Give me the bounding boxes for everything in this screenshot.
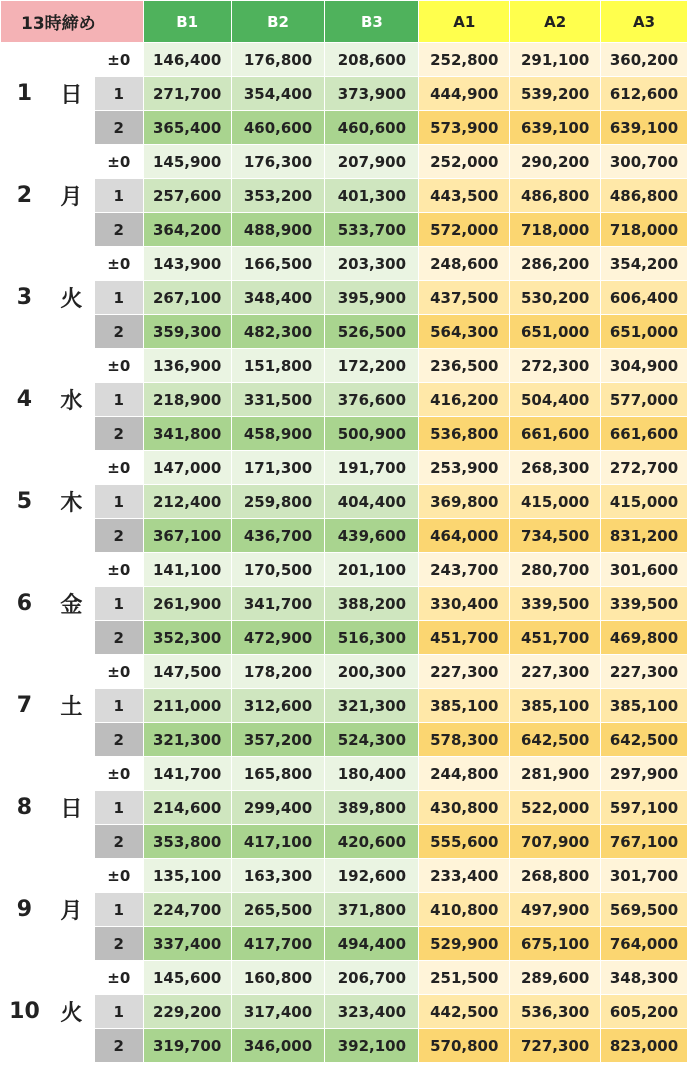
value-cell-b2: 317,400 bbox=[231, 995, 325, 1029]
value-cell-a1: 570,800 bbox=[419, 1029, 510, 1063]
value-cell-a3: 486,800 bbox=[601, 179, 688, 213]
value-cell-b2: 346,000 bbox=[231, 1029, 325, 1063]
value-cell-a2: 268,800 bbox=[510, 859, 601, 893]
value-cell-b3: 404,400 bbox=[325, 485, 419, 519]
value-cell-a1: 243,700 bbox=[419, 553, 510, 587]
level-cell: ±0 bbox=[94, 451, 143, 485]
value-cell-a3: 301,700 bbox=[601, 859, 688, 893]
value-cell-a3: 297,900 bbox=[601, 757, 688, 791]
value-cell-a3: 469,800 bbox=[601, 621, 688, 655]
value-cell-a2: 280,700 bbox=[510, 553, 601, 587]
value-cell-b2: 354,400 bbox=[231, 77, 325, 111]
value-cell-a1: 451,700 bbox=[419, 621, 510, 655]
value-cell-b3: 420,600 bbox=[325, 825, 419, 859]
value-cell-a3: 606,400 bbox=[601, 281, 688, 315]
value-cell-a2: 734,500 bbox=[510, 519, 601, 553]
value-cell-b3: 200,300 bbox=[325, 655, 419, 689]
value-cell-b1: 224,700 bbox=[143, 893, 231, 927]
value-cell-a3: 304,900 bbox=[601, 349, 688, 383]
value-cell-a3: 301,600 bbox=[601, 553, 688, 587]
table-row bbox=[1, 111, 688, 145]
value-cell-b3: 376,600 bbox=[325, 383, 419, 417]
value-cell-a2: 451,700 bbox=[510, 621, 601, 655]
value-cell-a2: 497,900 bbox=[510, 893, 601, 927]
col-header-b1: B1 bbox=[143, 1, 231, 43]
day-number: 7 bbox=[1, 655, 49, 757]
value-cell-a2: 661,600 bbox=[510, 417, 601, 451]
value-cell-a2: 707,900 bbox=[510, 825, 601, 859]
day-weekday: 土 bbox=[48, 655, 94, 757]
day-weekday: 金 bbox=[48, 553, 94, 655]
value-cell-a1: 572,000 bbox=[419, 213, 510, 247]
value-cell-a3: 227,300 bbox=[601, 655, 688, 689]
day-weekday: 日 bbox=[48, 757, 94, 859]
value-cell-a3: 577,000 bbox=[601, 383, 688, 417]
table-row bbox=[1, 247, 688, 281]
value-cell-b1: 365,400 bbox=[143, 111, 231, 145]
value-cell-b1: 145,600 bbox=[143, 961, 231, 995]
value-cell-b3: 524,300 bbox=[325, 723, 419, 757]
col-header-a1: A1 bbox=[419, 1, 510, 43]
level-cell: 2 bbox=[94, 213, 143, 247]
table-row bbox=[1, 383, 688, 417]
value-cell-b1: 214,600 bbox=[143, 791, 231, 825]
value-cell-a1: 573,900 bbox=[419, 111, 510, 145]
value-cell-a2: 504,400 bbox=[510, 383, 601, 417]
value-cell-b3: 526,500 bbox=[325, 315, 419, 349]
table-row bbox=[1, 825, 688, 859]
value-cell-b1: 229,200 bbox=[143, 995, 231, 1029]
value-cell-a2: 272,300 bbox=[510, 349, 601, 383]
day-weekday: 木 bbox=[48, 451, 94, 553]
level-cell: 2 bbox=[94, 927, 143, 961]
value-cell-b1: 145,900 bbox=[143, 145, 231, 179]
value-cell-a1: 416,200 bbox=[419, 383, 510, 417]
value-cell-a2: 289,600 bbox=[510, 961, 601, 995]
value-cell-a1: 555,600 bbox=[419, 825, 510, 859]
value-cell-b1: 141,700 bbox=[143, 757, 231, 791]
value-cell-b2: 299,400 bbox=[231, 791, 325, 825]
level-cell: 2 bbox=[94, 621, 143, 655]
value-cell-b2: 417,700 bbox=[231, 927, 325, 961]
level-cell: 2 bbox=[94, 315, 143, 349]
value-cell-a1: 410,800 bbox=[419, 893, 510, 927]
value-cell-b1: 267,100 bbox=[143, 281, 231, 315]
level-cell: ±0 bbox=[94, 655, 143, 689]
value-cell-a2: 539,200 bbox=[510, 77, 601, 111]
value-cell-b3: 389,800 bbox=[325, 791, 419, 825]
value-cell-b1: 337,400 bbox=[143, 927, 231, 961]
level-cell: ±0 bbox=[94, 961, 143, 995]
value-cell-b1: 136,900 bbox=[143, 349, 231, 383]
day-number: 2 bbox=[1, 145, 49, 247]
value-cell-b1: 147,500 bbox=[143, 655, 231, 689]
value-cell-b3: 191,700 bbox=[325, 451, 419, 485]
value-cell-a3: 718,000 bbox=[601, 213, 688, 247]
level-cell: 1 bbox=[94, 281, 143, 315]
day-number: 8 bbox=[1, 757, 49, 859]
day-number: 9 bbox=[1, 859, 49, 961]
table-row bbox=[1, 655, 688, 689]
table-row bbox=[1, 961, 688, 995]
level-cell: 1 bbox=[94, 383, 143, 417]
value-cell-a1: 529,900 bbox=[419, 927, 510, 961]
day-weekday: 月 bbox=[48, 859, 94, 961]
value-cell-a1: 437,500 bbox=[419, 281, 510, 315]
value-cell-a3: 661,600 bbox=[601, 417, 688, 451]
value-cell-a1: 251,500 bbox=[419, 961, 510, 995]
value-cell-b1: 321,300 bbox=[143, 723, 231, 757]
table-row bbox=[1, 519, 688, 553]
value-cell-a1: 227,300 bbox=[419, 655, 510, 689]
value-cell-a3: 764,000 bbox=[601, 927, 688, 961]
day-number: 6 bbox=[1, 553, 49, 655]
table-row bbox=[1, 791, 688, 825]
value-cell-b1: 271,700 bbox=[143, 77, 231, 111]
level-cell: 1 bbox=[94, 77, 143, 111]
value-cell-a1: 244,800 bbox=[419, 757, 510, 791]
value-cell-a3: 651,000 bbox=[601, 315, 688, 349]
day-number: 10 bbox=[1, 961, 49, 1063]
col-header-b3: B3 bbox=[325, 1, 419, 43]
table-row bbox=[1, 43, 688, 77]
day-number: 1 bbox=[1, 43, 49, 145]
col-header-a3: A3 bbox=[601, 1, 688, 43]
value-cell-b1: 364,200 bbox=[143, 213, 231, 247]
value-cell-a2: 290,200 bbox=[510, 145, 601, 179]
table-row bbox=[1, 77, 688, 111]
value-cell-a1: 252,800 bbox=[419, 43, 510, 77]
value-cell-b2: 312,600 bbox=[231, 689, 325, 723]
level-cell: 2 bbox=[94, 825, 143, 859]
value-cell-a2: 718,000 bbox=[510, 213, 601, 247]
day-weekday: 火 bbox=[48, 247, 94, 349]
level-cell: ±0 bbox=[94, 247, 143, 281]
value-cell-b3: 388,200 bbox=[325, 587, 419, 621]
value-cell-a2: 486,800 bbox=[510, 179, 601, 213]
table-row bbox=[1, 179, 688, 213]
value-cell-a3: 569,500 bbox=[601, 893, 688, 927]
value-cell-a3: 339,500 bbox=[601, 587, 688, 621]
table-row bbox=[1, 587, 688, 621]
value-cell-a3: 642,500 bbox=[601, 723, 688, 757]
table-row bbox=[1, 893, 688, 927]
table-title: 13時締め bbox=[1, 1, 144, 43]
day-number: 4 bbox=[1, 349, 49, 451]
value-cell-b3: 392,100 bbox=[325, 1029, 419, 1063]
level-cell: 1 bbox=[94, 689, 143, 723]
value-cell-a1: 444,900 bbox=[419, 77, 510, 111]
level-cell: 2 bbox=[94, 519, 143, 553]
value-cell-a2: 522,000 bbox=[510, 791, 601, 825]
value-cell-b1: 147,000 bbox=[143, 451, 231, 485]
value-cell-b3: 371,800 bbox=[325, 893, 419, 927]
value-cell-a3: 767,100 bbox=[601, 825, 688, 859]
value-cell-b3: 516,300 bbox=[325, 621, 419, 655]
value-cell-b2: 170,500 bbox=[231, 553, 325, 587]
value-cell-a2: 727,300 bbox=[510, 1029, 601, 1063]
value-cell-a1: 330,400 bbox=[419, 587, 510, 621]
day-weekday: 月 bbox=[48, 145, 94, 247]
value-cell-b2: 460,600 bbox=[231, 111, 325, 145]
level-cell: 1 bbox=[94, 485, 143, 519]
value-cell-b1: 143,900 bbox=[143, 247, 231, 281]
value-cell-b2: 341,700 bbox=[231, 587, 325, 621]
table-row bbox=[1, 757, 688, 791]
value-cell-b2: 160,800 bbox=[231, 961, 325, 995]
value-cell-b2: 472,900 bbox=[231, 621, 325, 655]
value-cell-a3: 272,700 bbox=[601, 451, 688, 485]
value-cell-b3: 192,600 bbox=[325, 859, 419, 893]
value-cell-a1: 369,800 bbox=[419, 485, 510, 519]
value-cell-a2: 268,300 bbox=[510, 451, 601, 485]
value-cell-b2: 458,900 bbox=[231, 417, 325, 451]
value-cell-b1: 146,400 bbox=[143, 43, 231, 77]
value-cell-b3: 180,400 bbox=[325, 757, 419, 791]
value-cell-b3: 439,600 bbox=[325, 519, 419, 553]
level-cell: 2 bbox=[94, 723, 143, 757]
level-cell: 1 bbox=[94, 791, 143, 825]
value-cell-b1: 359,300 bbox=[143, 315, 231, 349]
value-cell-b2: 259,800 bbox=[231, 485, 325, 519]
value-cell-a1: 536,800 bbox=[419, 417, 510, 451]
value-cell-b1: 352,300 bbox=[143, 621, 231, 655]
col-header-b2: B2 bbox=[231, 1, 325, 43]
value-cell-b2: 176,300 bbox=[231, 145, 325, 179]
value-cell-a2: 639,100 bbox=[510, 111, 601, 145]
level-cell: ±0 bbox=[94, 349, 143, 383]
value-cell-a3: 605,200 bbox=[601, 995, 688, 1029]
table-row bbox=[1, 859, 688, 893]
level-cell: 1 bbox=[94, 893, 143, 927]
value-cell-b3: 533,700 bbox=[325, 213, 419, 247]
value-cell-b2: 348,400 bbox=[231, 281, 325, 315]
table-row bbox=[1, 281, 688, 315]
day-weekday: 日 bbox=[48, 43, 94, 145]
value-cell-a1: 564,300 bbox=[419, 315, 510, 349]
value-cell-a1: 430,800 bbox=[419, 791, 510, 825]
value-cell-b3: 206,700 bbox=[325, 961, 419, 995]
day-weekday: 火 bbox=[48, 961, 94, 1063]
value-cell-b3: 373,900 bbox=[325, 77, 419, 111]
value-cell-a3: 831,200 bbox=[601, 519, 688, 553]
value-cell-a3: 823,000 bbox=[601, 1029, 688, 1063]
value-cell-b3: 494,400 bbox=[325, 927, 419, 961]
table-row bbox=[1, 723, 688, 757]
value-cell-b2: 482,300 bbox=[231, 315, 325, 349]
value-cell-b3: 323,400 bbox=[325, 995, 419, 1029]
value-cell-b2: 176,800 bbox=[231, 43, 325, 77]
value-cell-b1: 367,100 bbox=[143, 519, 231, 553]
value-cell-b1: 141,100 bbox=[143, 553, 231, 587]
value-cell-b1: 212,400 bbox=[143, 485, 231, 519]
value-cell-a2: 385,100 bbox=[510, 689, 601, 723]
value-cell-a1: 443,500 bbox=[419, 179, 510, 213]
table-row bbox=[1, 995, 688, 1029]
table-row bbox=[1, 621, 688, 655]
value-cell-b2: 331,500 bbox=[231, 383, 325, 417]
col-header-a2: A2 bbox=[510, 1, 601, 43]
value-cell-a2: 536,300 bbox=[510, 995, 601, 1029]
day-number: 3 bbox=[1, 247, 49, 349]
value-cell-a2: 291,100 bbox=[510, 43, 601, 77]
table-row bbox=[1, 349, 688, 383]
level-cell: ±0 bbox=[94, 553, 143, 587]
level-cell: ±0 bbox=[94, 43, 143, 77]
value-cell-b3: 172,200 bbox=[325, 349, 419, 383]
value-cell-a2: 530,200 bbox=[510, 281, 601, 315]
value-cell-b2: 163,300 bbox=[231, 859, 325, 893]
table-row bbox=[1, 689, 688, 723]
value-cell-b2: 353,200 bbox=[231, 179, 325, 213]
level-cell: 2 bbox=[94, 417, 143, 451]
value-cell-b3: 207,900 bbox=[325, 145, 419, 179]
level-cell: ±0 bbox=[94, 859, 143, 893]
value-cell-a2: 675,100 bbox=[510, 927, 601, 961]
value-cell-b1: 261,900 bbox=[143, 587, 231, 621]
table-row bbox=[1, 1029, 688, 1063]
value-cell-a3: 300,700 bbox=[601, 145, 688, 179]
value-cell-a1: 233,400 bbox=[419, 859, 510, 893]
table-row bbox=[1, 213, 688, 247]
value-cell-b3: 321,300 bbox=[325, 689, 419, 723]
value-cell-b1: 353,800 bbox=[143, 825, 231, 859]
level-cell: 1 bbox=[94, 179, 143, 213]
value-cell-a3: 348,300 bbox=[601, 961, 688, 995]
value-cell-b2: 151,800 bbox=[231, 349, 325, 383]
table-row bbox=[1, 315, 688, 349]
value-cell-a3: 639,100 bbox=[601, 111, 688, 145]
value-cell-a2: 281,900 bbox=[510, 757, 601, 791]
value-cell-a3: 360,200 bbox=[601, 43, 688, 77]
value-cell-b2: 171,300 bbox=[231, 451, 325, 485]
value-cell-a2: 286,200 bbox=[510, 247, 601, 281]
value-cell-b2: 165,800 bbox=[231, 757, 325, 791]
value-cell-b3: 460,600 bbox=[325, 111, 419, 145]
value-cell-b3: 500,900 bbox=[325, 417, 419, 451]
value-cell-a1: 248,600 bbox=[419, 247, 510, 281]
level-cell: 2 bbox=[94, 1029, 143, 1063]
value-cell-a1: 252,000 bbox=[419, 145, 510, 179]
table-row bbox=[1, 417, 688, 451]
value-cell-b1: 257,600 bbox=[143, 179, 231, 213]
level-cell: 1 bbox=[94, 587, 143, 621]
table-row bbox=[1, 145, 688, 179]
value-cell-a2: 339,500 bbox=[510, 587, 601, 621]
value-cell-b2: 488,900 bbox=[231, 213, 325, 247]
level-cell: ±0 bbox=[94, 757, 143, 791]
table-row bbox=[1, 927, 688, 961]
value-cell-a1: 236,500 bbox=[419, 349, 510, 383]
value-cell-b2: 357,200 bbox=[231, 723, 325, 757]
value-cell-a3: 385,100 bbox=[601, 689, 688, 723]
value-cell-b3: 401,300 bbox=[325, 179, 419, 213]
value-cell-a2: 415,000 bbox=[510, 485, 601, 519]
header-row bbox=[1, 1, 688, 43]
value-cell-b1: 319,700 bbox=[143, 1029, 231, 1063]
value-cell-a2: 227,300 bbox=[510, 655, 601, 689]
level-cell: 2 bbox=[94, 111, 143, 145]
value-cell-b2: 166,500 bbox=[231, 247, 325, 281]
value-cell-b2: 417,100 bbox=[231, 825, 325, 859]
value-cell-b2: 436,700 bbox=[231, 519, 325, 553]
value-cell-b1: 218,900 bbox=[143, 383, 231, 417]
value-cell-b3: 201,100 bbox=[325, 553, 419, 587]
value-cell-b2: 265,500 bbox=[231, 893, 325, 927]
table-body bbox=[1, 43, 688, 1063]
value-cell-a1: 253,900 bbox=[419, 451, 510, 485]
value-cell-b1: 135,100 bbox=[143, 859, 231, 893]
value-cell-a1: 385,100 bbox=[419, 689, 510, 723]
table-row bbox=[1, 485, 688, 519]
value-cell-b3: 203,300 bbox=[325, 247, 419, 281]
level-cell: 1 bbox=[94, 995, 143, 1029]
value-cell-b1: 341,800 bbox=[143, 417, 231, 451]
value-cell-a3: 597,100 bbox=[601, 791, 688, 825]
value-cell-b3: 208,600 bbox=[325, 43, 419, 77]
value-cell-a1: 578,300 bbox=[419, 723, 510, 757]
value-cell-b2: 178,200 bbox=[231, 655, 325, 689]
value-cell-b1: 211,000 bbox=[143, 689, 231, 723]
day-number: 5 bbox=[1, 451, 49, 553]
value-cell-a2: 651,000 bbox=[510, 315, 601, 349]
level-cell: ±0 bbox=[94, 145, 143, 179]
value-cell-a1: 464,000 bbox=[419, 519, 510, 553]
value-cell-a3: 415,000 bbox=[601, 485, 688, 519]
value-cell-b3: 395,900 bbox=[325, 281, 419, 315]
table-row bbox=[1, 553, 688, 587]
day-weekday: 水 bbox=[48, 349, 94, 451]
table-row bbox=[1, 451, 688, 485]
value-cell-a3: 612,600 bbox=[601, 77, 688, 111]
value-cell-a3: 354,200 bbox=[601, 247, 688, 281]
value-cell-a1: 442,500 bbox=[419, 995, 510, 1029]
value-cell-a2: 642,500 bbox=[510, 723, 601, 757]
